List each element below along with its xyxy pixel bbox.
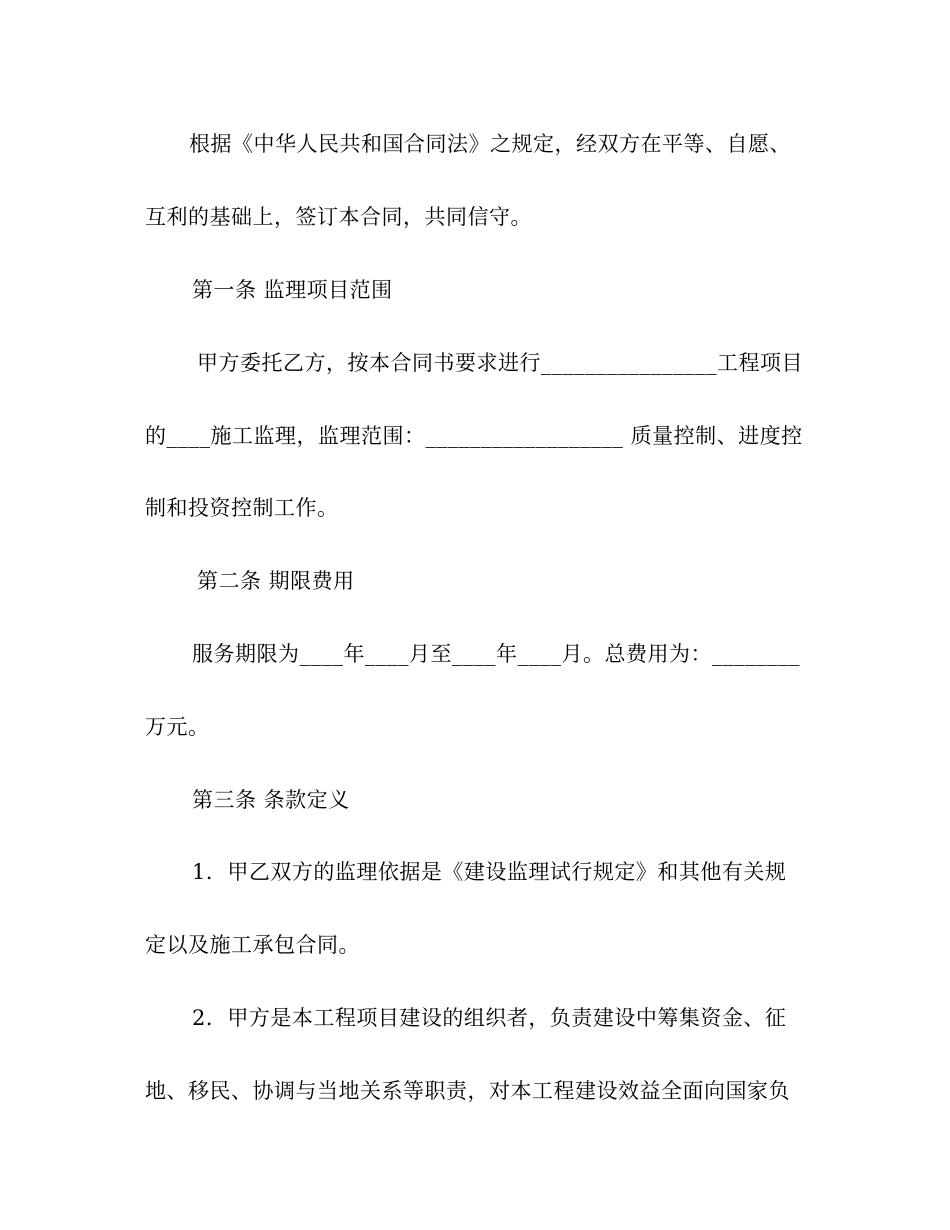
article-1-line-1: 甲方委托乙方，按本合同书要求进行________________工程项目 [197,351,803,375]
article-1-line-2: 的____施工监理，监理范围：__________________ 质量控制、进度控 [145,424,803,448]
article-2-line-1: 服务期限为____年____月至____年____月。总费用为：________ [192,642,800,666]
article-3-item-1-line-2: 定以及施工承包合同。 [145,933,360,957]
article-3-item-2-line-2: 地、移民、协调与当地关系等职责，对本工程建设效益全面向国家负 [145,1079,790,1103]
article-1-line-3: 制和投资控制工作。 [145,496,339,520]
paragraph-intro-line-2: 互利的基础上，签订本合同，共同信守。 [145,205,532,229]
article-3-item-2-line-1: 2．甲方是本工程项目建设的组织者，负责建设中筹集资金、征 [192,1006,787,1030]
article-1-heading: 第一条 监理项目范围 [192,278,393,302]
article-2-heading: 第二条 期限费用 [197,569,355,593]
article-2-line-2: 万元。 [145,715,210,739]
article-3-heading: 第三条 条款定义 [192,788,350,812]
article-3-item-1-line-1: 1．甲乙双方的监理依据是《建设监理试行规定》和其他有关规 [192,860,787,884]
paragraph-intro-line-1: 根据《中华人民共和国合同法》之规定，经双方在平等、自愿、 [189,132,791,156]
